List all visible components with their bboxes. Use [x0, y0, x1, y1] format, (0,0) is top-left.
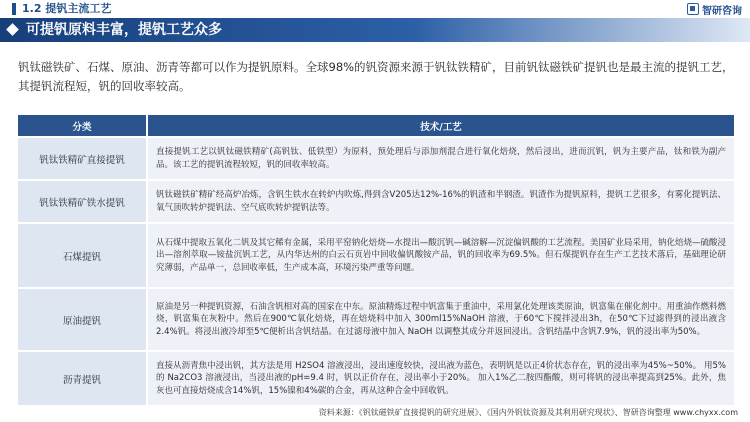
top-bar — [0, 0, 750, 18]
table-row — [18, 224, 734, 287]
row-category: 钒钛铁精矿直接提钒 — [18, 138, 146, 179]
table-row — [18, 352, 734, 405]
row-description: 从石煤中提取五氧化二钒及其它稀有金属，采用平窑钠化焙烧—水提出—酸沉钒—碱溶解—沉淀偏钒酸的工艺流程。美国矿业局采用，钠化焙烧—硫酸浸出—溶剂萃取—铵盐沉钒工艺，从内华达州的白云石页岩中回收偏钒酸铵产品，钒的回收率为69.5%。但石煤提钒存在生产工艺技术落后，基础理论研究薄弱，产品单一，总回收率低，生产成本高，环境污染严重等问题。 — [148, 224, 734, 287]
banner-title: 可提钒原料丰富，提钒工艺众多 — [26, 22, 222, 38]
row-category: 沥青提钒 — [18, 352, 146, 405]
section-heading — [22, 2, 111, 16]
brand-logo-icon — [687, 3, 699, 15]
row-description: 直接从沥青焦中浸出钒，其方法是用 H2SO4 溶液浸出，浸出速度较快，浸出液为蓝色，表明钒是以正4价状态存在，钒的浸出率为45%~50%。 用5%的 Na2CO3 溶液浸出，当浸出液的pH=9.4 时，钒以正价存在，浸出率小于20%。 加入1%乙二胺四酯酸，则可将钒的浸出率提高到25%。此外，焦灰也可直接焙烧成含14%钒，15%镍和4%碳的合金，再从这种合金中回收钒。 — [148, 352, 734, 405]
diamond-icon — [6, 23, 19, 36]
row-description: 原油是另一种提钒资源，石油含钒相对高的国家在中东。原油精炼过程中钒富集于重油中，采用氯化处理该类原油，钒富集在催化剂中。用重油作燃料燃烧，钒富集在灰粉中。然后在900℃氧化焙烧，再在焙烧料中加入 300ml15%NaOH 溶液，于60℃下搅拌浸出3h，在50℃下过滤得到的浸出液含2.4%钒。将浸出液冷却至5℃便析出含钒结晶。在过滤母液中加入 NaOH 以调整其成分并返回浸出。含钒结晶中含钒7.9%，钒的浸出率为50%。 — [148, 289, 734, 350]
row-category: 钒钛铁精矿铁水提钒 — [18, 181, 146, 222]
header-category: 分类 — [72, 121, 92, 133]
row-description: 直接提钒工艺以钒钛磁铁精矿(高钒钛、低铁型）为原料，预处理后与添加剂混合进行氧化焙烧，然后浸出，进而沉钒，钒为主要产品，钛和铁为副产品。该工艺的提钒流程较短，钒的回收率较高。 — [148, 138, 734, 179]
row-category: 石煤提钒 — [18, 224, 146, 287]
table-row — [18, 289, 734, 350]
table-row — [18, 181, 734, 222]
intro-paragraph: 钒钛磁铁矿、石煤、原油、沥青等都可以作为提钒原料。全球98%的钒资源来源于钒钛铁精矿，目前钒钛磁铁矿提钒也是最主流的提钒工艺，其提钒流程短，钒的回收率较高。 — [18, 60, 734, 93]
title-banner — [0, 18, 750, 42]
brand-logo — [687, 2, 742, 16]
table-header — [18, 115, 734, 136]
section-title: 提钒主流工艺 — [45, 2, 112, 15]
process-table — [18, 115, 734, 405]
row-category: 原油提钒 — [18, 289, 146, 350]
brand-logo-text: 智研咨询 — [702, 5, 742, 17]
header-technology: 技术/工艺 — [146, 115, 734, 136]
source-note: 资料来源：《钒钛磁铁矿直接提钒的研究进展》、《国内外钒钛资源及其利用研究现状》、智研咨询整理 www.chyxx.com — [318, 408, 738, 417]
section-accent-bar — [12, 3, 16, 15]
section-number: 1.2 — [22, 2, 42, 15]
row-description: 钒钛磁铁矿精矿经高炉冶炼，含钒生铁水在转炉内吹炼,得到含V205达12%-16%的钒渣和半钢渣。钒渣作为提钒原料，提钒工艺很多，有雾化提钒法、氧气顶吹转炉提钒法、空气底吹转炉提钒法等。 — [148, 181, 734, 222]
table-row — [18, 138, 734, 179]
